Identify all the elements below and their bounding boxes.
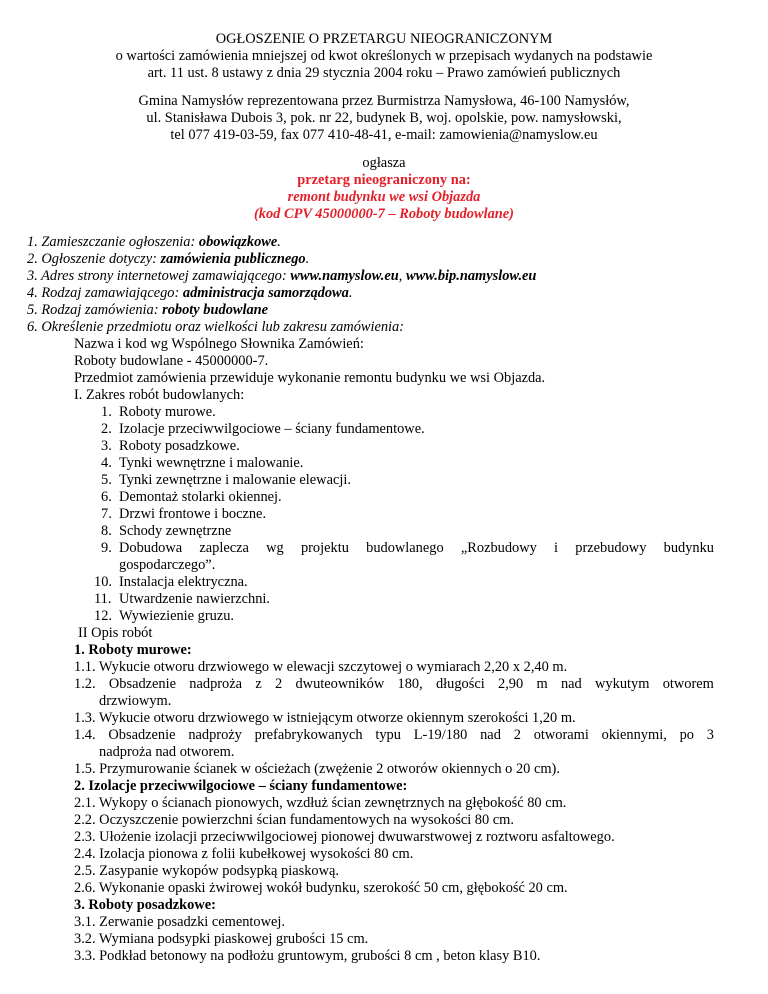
scope-item <box>101 438 240 455</box>
word: Obsadzenie <box>108 676 177 692</box>
word: z <box>255 676 262 692</box>
item-number: 3. <box>27 268 38 284</box>
word: 2,90 <box>498 676 524 692</box>
item-number: 2. <box>27 251 38 267</box>
work-item: 2.2. Oczyszczenie powierzchni ścian fundamentowych na wysokości 80 cm. <box>74 812 514 828</box>
word: 2 <box>513 727 521 743</box>
scope-number: 5. <box>101 472 112 488</box>
scope-item <box>101 472 351 489</box>
word: 3 <box>706 727 714 743</box>
item-tail: : <box>399 319 405 335</box>
description-title: II Opis robót <box>78 625 153 641</box>
scope-title: I. Zakres robót budowlanych: <box>74 387 245 403</box>
scope-item <box>101 455 304 472</box>
item-label: Określenie przedmiotu oraz wielkości lub zakresu zamówienia <box>37 319 400 335</box>
word: 1.4. <box>74 727 96 743</box>
scope-text: Schody zewnętrzne <box>119 523 232 539</box>
word: projektu <box>300 540 349 556</box>
word: i <box>554 540 559 556</box>
contracting-line: ul. Stanisława Dubois 3, pok. nr 22, budynek B, woj. opolskie, pow. namysłowski, <box>146 110 622 126</box>
item-value: obowiązkowe <box>198 234 278 250</box>
item-3 <box>27 268 536 285</box>
document-title: OGŁOSZENIE O PRZETARGU NIEOGRANICZONYM <box>215 31 553 47</box>
work-item: 2.6. Wykonanie opaski żwirowej wokół budynku, szerokość 50 cm, głębokość 20 cm. <box>74 880 568 896</box>
item-label: Ogłoszenie dotyczy: <box>37 251 161 267</box>
cpv-name-heading: Nazwa i kod wg Wspólnego Słownika Zamówień: <box>74 336 364 352</box>
scope-text-continuation: gospodarczego”. <box>119 557 216 573</box>
scope-number: 2. <box>101 421 112 437</box>
announce-verb: ogłasza <box>362 155 406 171</box>
tender-subject: remont budynku we wsi Objazda <box>287 189 481 205</box>
scope-text: Roboty posadzkowe. <box>119 438 240 454</box>
item-tail: . <box>348 285 353 301</box>
item-value: zamówienia publicznego <box>160 251 306 267</box>
word: Obsadzenie <box>108 727 176 743</box>
scope-text: Tynki zewnętrzne i malowanie elewacji. <box>119 472 351 488</box>
word: po <box>679 727 694 743</box>
cpv-code: Roboty budowlane - 45000000-7. <box>74 353 269 369</box>
item-4 <box>27 285 352 302</box>
tender-type: przetarg nieograniczony na: <box>297 172 471 188</box>
scope-text: Utwardzenie nawierzchni. <box>119 591 271 607</box>
scope-item <box>101 489 282 506</box>
contracting-line: tel 077 419-03-59, fax 077 410-48-41, e-mail: zamowienia@namyslow.eu <box>170 127 598 143</box>
work-item: 2.4. Izolacja pionowa z folii kubełkowej wysokości 80 cm. <box>74 846 414 862</box>
word: „Rozbudowy <box>460 540 537 556</box>
scope-item <box>101 523 232 540</box>
item-label: Rodzaj zamówienia: <box>37 302 163 318</box>
header-line: art. 11 ust. 8 ustawy z dnia 29 stycznia 2004 roku – Prawo zamówień publicznych <box>147 65 621 81</box>
scope-item <box>101 404 216 421</box>
scope-number: 4. <box>101 455 112 471</box>
item-5 <box>27 302 268 319</box>
work-item <box>74 676 714 693</box>
scope-number: 9. <box>101 540 112 556</box>
scope-number: 7. <box>101 506 112 522</box>
word: wykutym <box>595 676 650 692</box>
item-number: 4. <box>27 285 38 301</box>
work-item: 2.5. Zasypanie wykopów podsypką piaskową. <box>74 863 339 879</box>
scope-text: Wywiezienie gruzu. <box>119 608 235 624</box>
subsection-heading: 2. Izolacje przeciwwilgociowe – ściany fundamentowe: <box>74 778 408 794</box>
word: m <box>536 676 548 692</box>
word: nad <box>560 676 582 692</box>
item-tail: . <box>277 234 281 250</box>
word: otworami <box>533 727 589 743</box>
word: zaplecza <box>199 540 249 556</box>
item-separator: , <box>398 268 406 284</box>
header-line: o wartości zamówienia mniejszej od kwot określonych w przepisach wydanych na podstawie <box>115 48 653 64</box>
item-value: roboty budowlane <box>162 302 269 318</box>
word: typu <box>375 727 401 743</box>
scope-text: Demontaż stolarki okiennej. <box>119 489 282 505</box>
word: budowlanego <box>366 540 444 556</box>
item-number: 5. <box>27 302 38 318</box>
word: dwuteowników <box>295 676 385 692</box>
work-item: 1.1. Wykucie otworu drzwiowego w elewacji szczytowej o wymiarach 2,20 x 2,40 m. <box>74 659 568 675</box>
scope-item <box>94 591 271 608</box>
scope-number: 3. <box>101 438 112 454</box>
item-value: administracja samorządowa <box>182 285 349 301</box>
scope-item <box>94 574 248 591</box>
scope-text: Roboty murowe. <box>119 404 216 420</box>
tender-cpv: (kod CPV 45000000-7 – Roboty budowlane) <box>254 206 514 222</box>
word: 180, <box>397 676 423 692</box>
bip-website-link[interactable]: www.bip.namyslow.eu <box>405 268 537 284</box>
work-item-continuation: drzwiowym. <box>99 693 172 709</box>
word: nadproży <box>188 727 242 743</box>
contracting-line: Gmina Namysłów reprezentowana przez Burmistrza Namysłowa, 46-100 Namysłów, <box>138 93 630 109</box>
word: wg <box>266 540 284 556</box>
scope-text: Izolacje przeciwwilgociowe – ściany fundamentowe. <box>119 421 425 437</box>
scope-item <box>101 506 267 523</box>
work-item-continuation: nadproża nad otworem. <box>99 744 235 760</box>
word: nadproża <box>189 676 243 692</box>
item-label: Zamieszczanie ogłoszenia: <box>37 234 199 250</box>
word: 1.2. <box>74 676 96 692</box>
work-item: 3.3. Podkład betonowy na podłożu gruntowym, grubości 8 cm , beton klasy B10. <box>74 948 541 964</box>
item-label: Adres strony internetowej zamawiającego: <box>37 268 291 284</box>
word: otworem <box>662 676 714 692</box>
item-label: Rodzaj zamawiającego: <box>37 285 183 301</box>
scope-number: 11. <box>94 591 112 607</box>
subsection-heading: 3. Roboty posadzkowe: <box>74 897 216 913</box>
scope-number: 8. <box>101 523 112 539</box>
scope-number: 1. <box>101 404 112 420</box>
item-tail: . <box>305 251 310 267</box>
subsection-heading: 1. Roboty murowe: <box>74 642 192 658</box>
item-number: 6. <box>27 319 38 335</box>
scope-text <box>119 540 714 557</box>
word: przebudowy <box>575 540 647 556</box>
scope-item <box>94 608 235 625</box>
word: okiennymi, <box>601 727 667 743</box>
word: nad <box>480 727 501 743</box>
word: 2 <box>275 676 283 692</box>
website-link[interactable]: www.namyslow.eu <box>290 268 399 284</box>
work-item: 2.3. Ułożenie izolacji przeciwwilgociowej pionowej dwuwarstwowej z roztworu asfaltowego. <box>74 829 615 845</box>
work-item: 1.3. Wykucie otworu drzwiowego w istniejącym otworze okiennym szerokości 1,20 m. <box>74 710 576 726</box>
scope-item <box>101 421 425 438</box>
word: długości <box>435 676 485 692</box>
scope-number: 12. <box>94 608 112 624</box>
work-item: 3.2. Wymiana podsypki piaskowej grubości 15 cm. <box>74 931 369 947</box>
work-item: 3.1. Zerwanie posadzki cementowej. <box>74 914 285 930</box>
word: prefabrykowanych <box>254 727 363 743</box>
word: Dobudowa <box>119 540 183 556</box>
scope-number: 6. <box>101 489 112 505</box>
scope-text: Tynki wewnętrzne i malowanie. <box>119 455 304 471</box>
item-1 <box>27 234 281 251</box>
subject-description: Przedmiot zamówienia przewiduje wykonanie remontu budynku we wsi Objazda. <box>74 370 546 386</box>
item-6 <box>27 319 404 336</box>
work-item <box>74 727 714 744</box>
work-item: 2.1. Wykopy o ścianach pionowych, wzdłuż ścian zewnętrznych na głębokość 80 cm. <box>74 795 567 811</box>
scope-text: Instalacja elektryczna. <box>119 574 248 590</box>
word: budynku <box>663 540 714 556</box>
item-number: 1. <box>27 234 38 250</box>
item-2 <box>27 251 309 268</box>
work-item: 1.5. Przymurowanie ścianek w ościeżach (zwężenie 2 otworów okiennych o 20 cm). <box>74 761 560 777</box>
word: L-19/180 <box>413 727 468 743</box>
scope-number: 10. <box>94 574 112 590</box>
scope-text: Drzwi frontowe i boczne. <box>119 506 267 522</box>
